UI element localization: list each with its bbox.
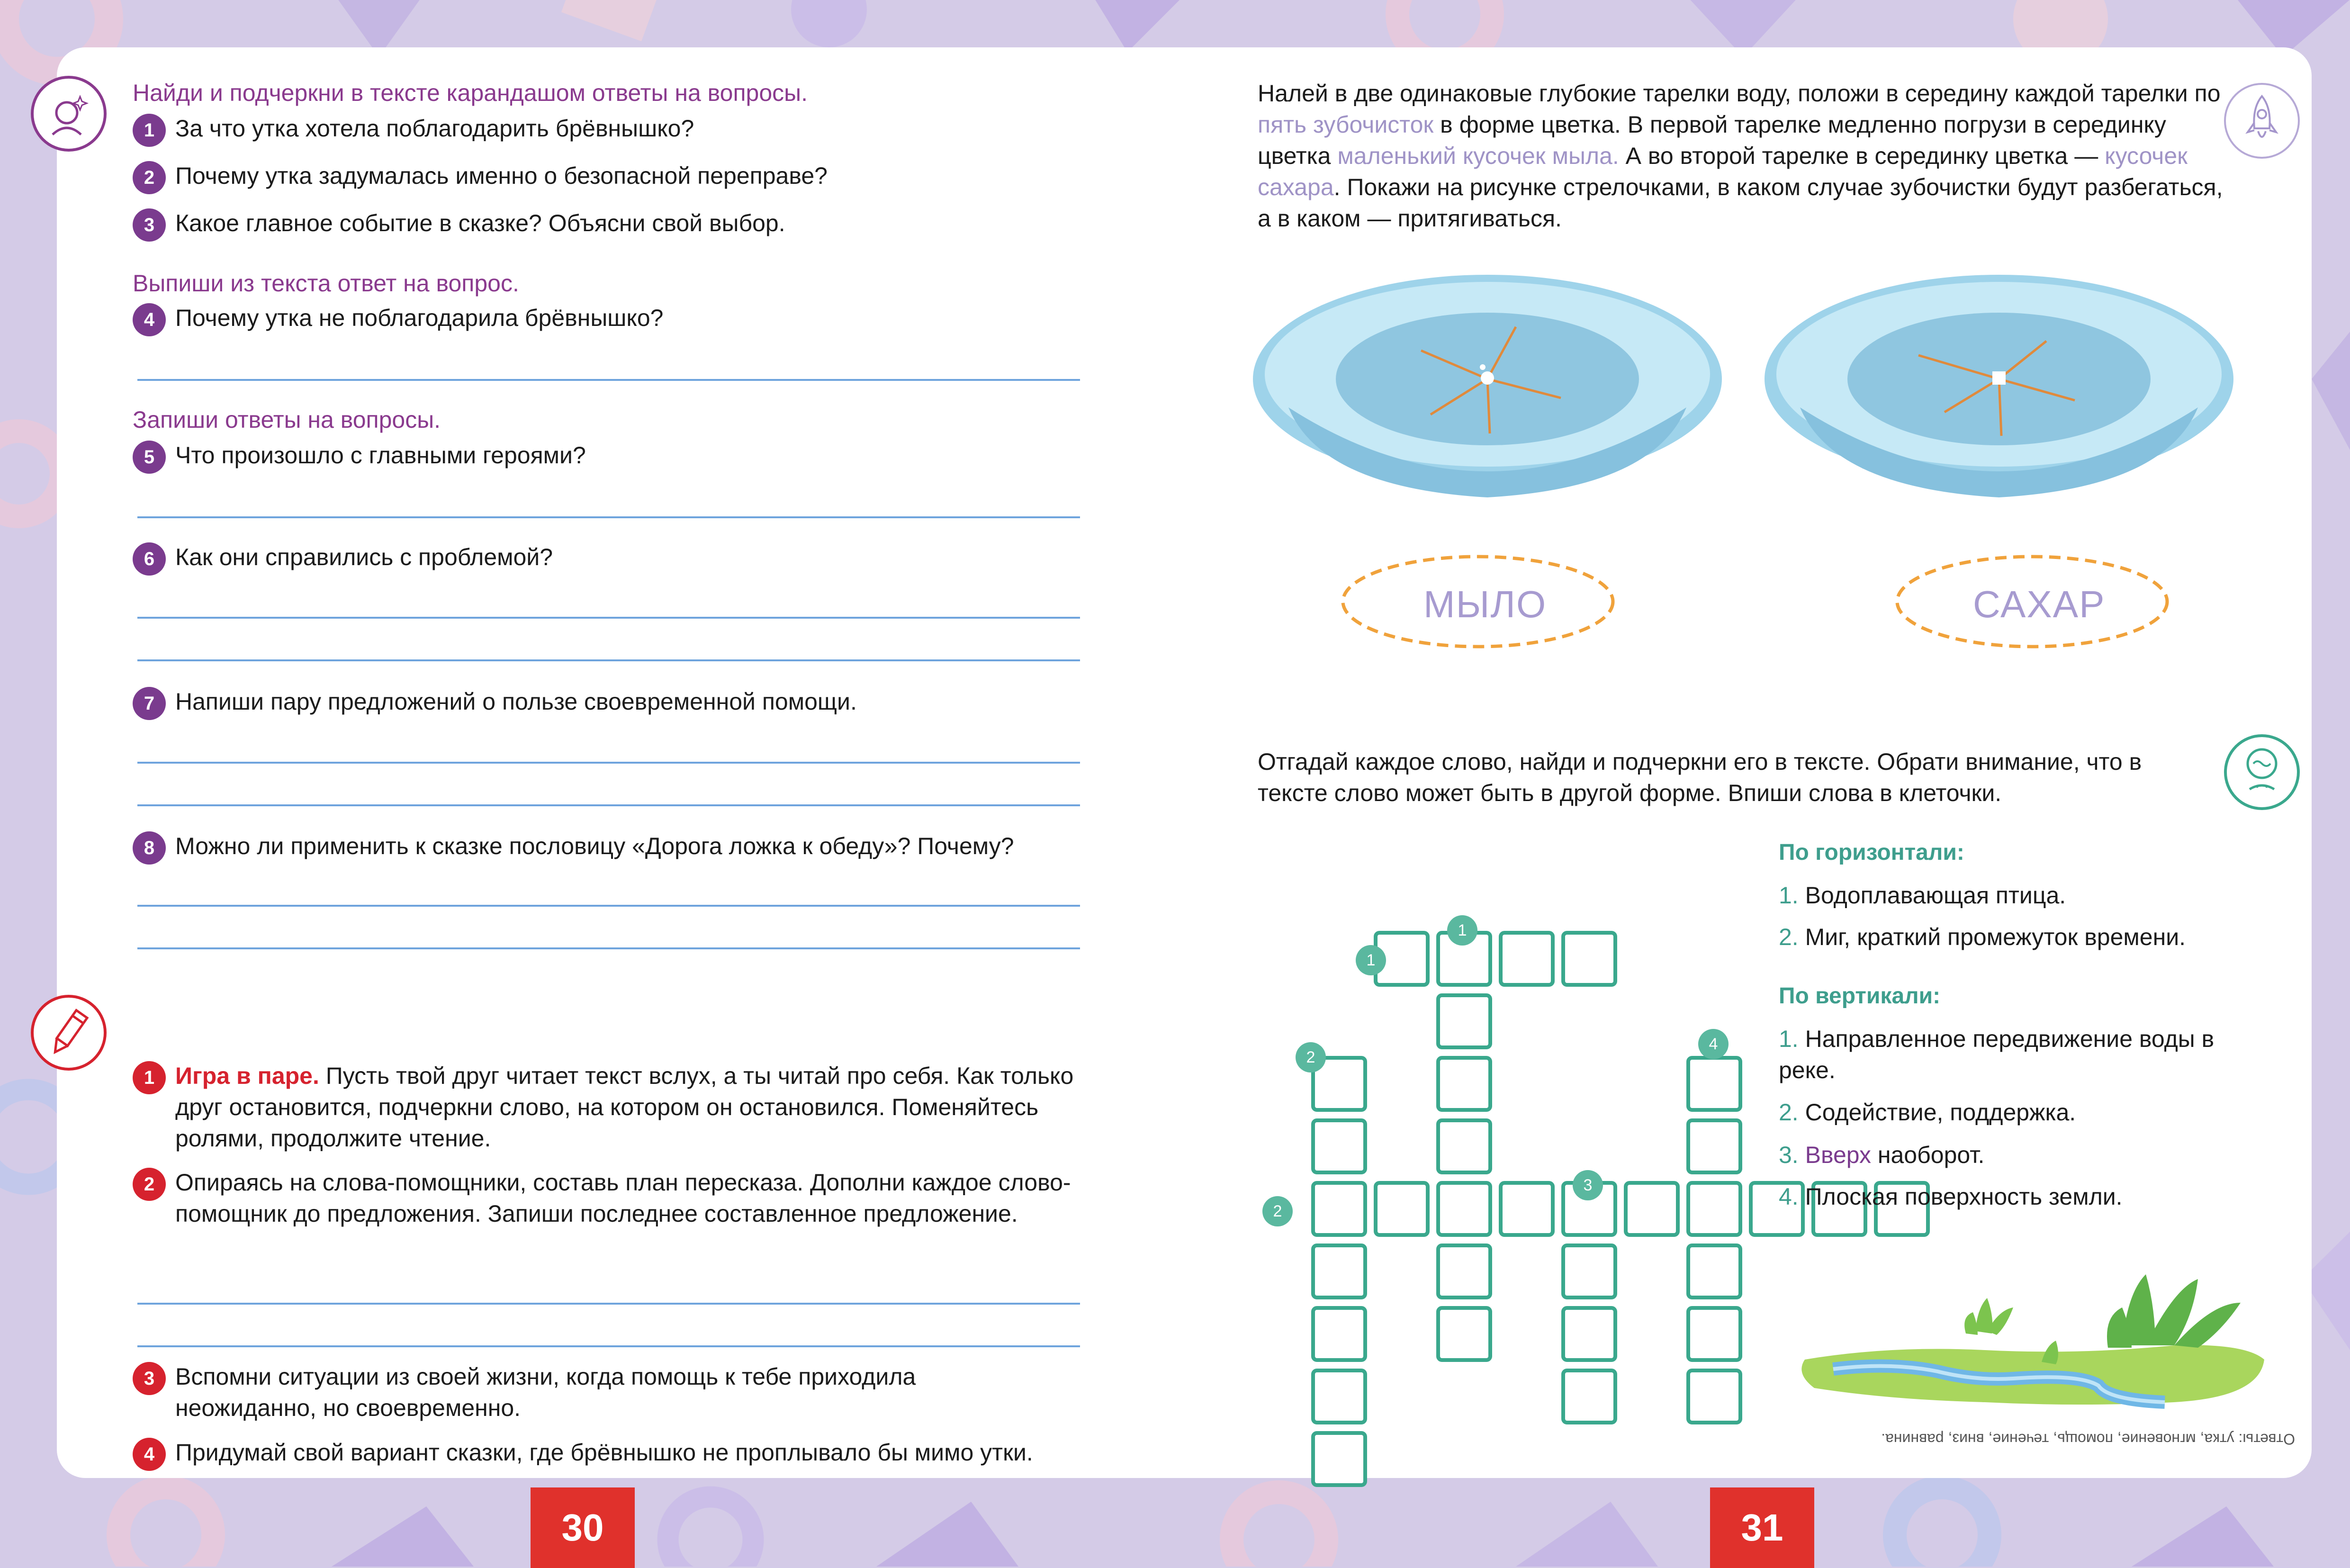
- crossword-cell[interactable]: [1561, 1369, 1617, 1424]
- task-own-tale: Придумай свой вариант сказки, где брёвнышко не проплывало бы мимо утки.: [175, 1439, 1033, 1466]
- clue-text: Плоская поверхность земли.: [1798, 1183, 2123, 1210]
- number-badge: 2: [133, 1168, 166, 1201]
- crossword-cell[interactable]: [1311, 1431, 1367, 1487]
- crossword-cell[interactable]: [1436, 1181, 1492, 1237]
- crossword-cell[interactable]: [1686, 1369, 1742, 1424]
- crossword-cell[interactable]: [1436, 1056, 1492, 1112]
- crossword-instructions: Отгадай каждое слово, найди и подчеркни его в тексте. Обрати внимание, что в тексте слово может быть в другой форме. Впиши слова в клеточки.: [1258, 748, 2142, 806]
- clue-text: Водоплавающая птица.: [1798, 882, 2066, 909]
- clue-number: 2.: [1779, 1099, 1799, 1126]
- clue-number: 4.: [1779, 1183, 1799, 1210]
- plate-soap-illustration[interactable]: [1251, 270, 1734, 564]
- clue-across-2: [1779, 921, 2233, 953]
- rocket-icon: [2224, 83, 2300, 159]
- clue-number: 2.: [1779, 924, 1799, 950]
- answer-line[interactable]: [137, 947, 1080, 949]
- number-badge: 5: [133, 441, 166, 474]
- task-header-copy: Выпиши из текста ответ на вопрос.: [133, 270, 519, 297]
- crossword-cell[interactable]: [1686, 1306, 1742, 1362]
- crossword-number: 1: [1447, 915, 1477, 946]
- answer-line[interactable]: [137, 905, 1080, 907]
- clue-text: Миг, краткий промежуток времени.: [1798, 924, 2186, 950]
- task-header-answer: Запиши ответы на вопросы.: [133, 406, 441, 433]
- highlight-soap: маленький кусочек мыла.: [1337, 143, 1619, 169]
- clues-across-header: По горизонтали:: [1779, 840, 1964, 865]
- number-badge: 6: [133, 542, 166, 576]
- text-span: . Покажи на рисунке стрелочками, в каком случае зубочистки будут разбегаться, а в каком — притягиваться.: [1258, 174, 2223, 232]
- text-span: в форме цветка. В первой тарелке медленно погрузи в серединку цветка: [1258, 111, 2166, 169]
- left-page: [57, 47, 1184, 1478]
- page-number: 31: [1710, 1487, 1814, 1568]
- number-badge: 3: [133, 208, 166, 242]
- text-span: Налей в две одинаковые глубокие тарелки воду, положи в середину каждой тарелки по: [1258, 80, 2221, 107]
- answer-line[interactable]: [137, 659, 1080, 661]
- crossword-cell[interactable]: [1436, 993, 1492, 1049]
- task-pair-game: [175, 1060, 1104, 1154]
- soap-label: МЫЛО: [1423, 583, 1547, 625]
- crossword-number: 3: [1573, 1170, 1603, 1200]
- crossword-cell[interactable]: [1686, 1056, 1742, 1112]
- river-landscape-illustration: [1795, 1265, 2269, 1445]
- crossword-cell[interactable]: [1686, 1181, 1742, 1237]
- answer-line[interactable]: [137, 617, 1080, 619]
- crossword-cell[interactable]: [1561, 1306, 1617, 1362]
- clue-number: 3.: [1779, 1142, 1799, 1168]
- answer-line[interactable]: [137, 1345, 1080, 1347]
- crossword-cell[interactable]: [1374, 1181, 1430, 1237]
- answer-line[interactable]: [137, 804, 1080, 806]
- crossword-cell[interactable]: [1311, 1181, 1367, 1237]
- crossword-cell[interactable]: [1311, 1369, 1367, 1424]
- plate-sugar-illustration[interactable]: [1762, 270, 2245, 564]
- number-badge: 3: [133, 1362, 166, 1395]
- thinking-head-icon: [31, 76, 107, 152]
- brain-icon: [2224, 734, 2300, 810]
- crossword-cell[interactable]: [1436, 1306, 1492, 1362]
- sugar-label: САХАР: [1973, 583, 2106, 625]
- question-6: Как они справились с проблемой?: [175, 544, 553, 570]
- answer-line[interactable]: [137, 762, 1080, 764]
- crossword-cell[interactable]: [1436, 1118, 1492, 1174]
- question-2: Почему утка задумалась именно о безопасной переправе?: [175, 162, 828, 189]
- crossword-cell[interactable]: [1499, 931, 1555, 987]
- crossword-cell[interactable]: [1436, 1244, 1492, 1299]
- crossword-number: 4: [1698, 1029, 1729, 1059]
- answers-text: Ответы: утка, мгновение, помощь, течение, вниз, равнина.: [1881, 1431, 2295, 1448]
- clue-number: 1.: [1779, 1026, 1799, 1052]
- number-badge: 8: [133, 831, 166, 865]
- task-header-underline: Найди и подчеркни в тексте карандашом ответы на вопросы.: [133, 80, 808, 106]
- question-3: Какое главное событие в сказке? Объясни свой выбор.: [175, 210, 785, 236]
- answers-key: [1859, 1430, 2295, 1449]
- clues-down-header: По вертикали:: [1779, 983, 1941, 1009]
- answer-line[interactable]: [137, 516, 1080, 518]
- pencil-icon: [31, 995, 107, 1071]
- answer-line[interactable]: [137, 379, 1080, 381]
- experiment-instructions: [1258, 78, 2224, 234]
- number-badge: 2: [133, 161, 166, 194]
- number-badge: 4: [133, 303, 166, 336]
- text-span: А во второй тарелке в серединку цветка —: [1619, 143, 2105, 169]
- highlight-sugar: кусочек сахара: [1258, 143, 2188, 200]
- number-badge: 4: [133, 1438, 166, 1471]
- crossword-cell[interactable]: [1311, 1306, 1367, 1362]
- clue-across-1: [1779, 880, 2205, 911]
- number-badge: 1: [133, 1061, 166, 1094]
- clue-text: Содействие, поддержка.: [1798, 1099, 2076, 1126]
- page-number: 30: [531, 1487, 635, 1568]
- crossword-cell[interactable]: [1561, 931, 1617, 987]
- clue-text: наоборот.: [1871, 1142, 1985, 1168]
- question-7: Напиши пару предложений о пользе своевременной помощи.: [175, 688, 857, 715]
- crossword-cell[interactable]: [1624, 1181, 1680, 1237]
- question-5: Что произошло с главными героями?: [175, 442, 586, 469]
- clue-down-1: [1779, 1023, 2215, 1086]
- task-life-situations: Вспомни ситуации из своей жизни, когда помощь к тебе приходила неожиданно, но своевременно.: [175, 1363, 916, 1421]
- question-4: Почему утка не поблагодарила брёвнышко?: [175, 305, 664, 331]
- crossword-number: 2: [1296, 1042, 1326, 1072]
- crossword-number: 1: [1356, 945, 1386, 975]
- clue-highlight: Вверх: [1798, 1142, 1871, 1168]
- crossword-cell[interactable]: [1311, 1118, 1367, 1174]
- number-badge: 1: [133, 114, 166, 147]
- number-badge: 7: [133, 687, 166, 720]
- crossword-number: 2: [1262, 1196, 1293, 1226]
- crossword-cell[interactable]: [1499, 1181, 1555, 1237]
- highlight-toothpicks: пять зубочисток: [1258, 111, 1434, 138]
- answer-line[interactable]: [137, 1303, 1080, 1305]
- right-page: [1184, 47, 2312, 1478]
- question-8: Можно ли применить к сказке пословицу «Дорога ложка к обеду»? Почему?: [175, 833, 1014, 859]
- clue-down-2: [1779, 1097, 2215, 1128]
- clue-down-4: [1779, 1181, 2215, 1212]
- crossword-cell[interactable]: [1686, 1118, 1742, 1174]
- task-retell-plan: Опираясь на слова-помощники, составь план пересказа. Дополни каждое слово-помощник до предложения. Запиши последнее составленное предложение.: [175, 1169, 1071, 1227]
- pair-game-text: Пусть твой друг читает текст вслух, а ты читай про себя. Как только друг остановится, подчеркни слово, на котором он остановился. Поменяйтесь ролями, продолжите чтение.: [175, 1063, 1074, 1152]
- question-1: За что утка хотела поблагодарить брёвнышко?: [175, 115, 694, 142]
- crossword-cell[interactable]: [1311, 1244, 1367, 1299]
- crossword-cell[interactable]: [1561, 1244, 1617, 1299]
- clue-number: 1.: [1779, 882, 1799, 909]
- clue-text: Направленное передвижение воды в реке.: [1779, 1026, 2215, 1083]
- crossword-cell[interactable]: [1686, 1244, 1742, 1299]
- clue-down-3: [1779, 1139, 2215, 1171]
- pair-game-label: Игра в паре.: [175, 1063, 319, 1089]
